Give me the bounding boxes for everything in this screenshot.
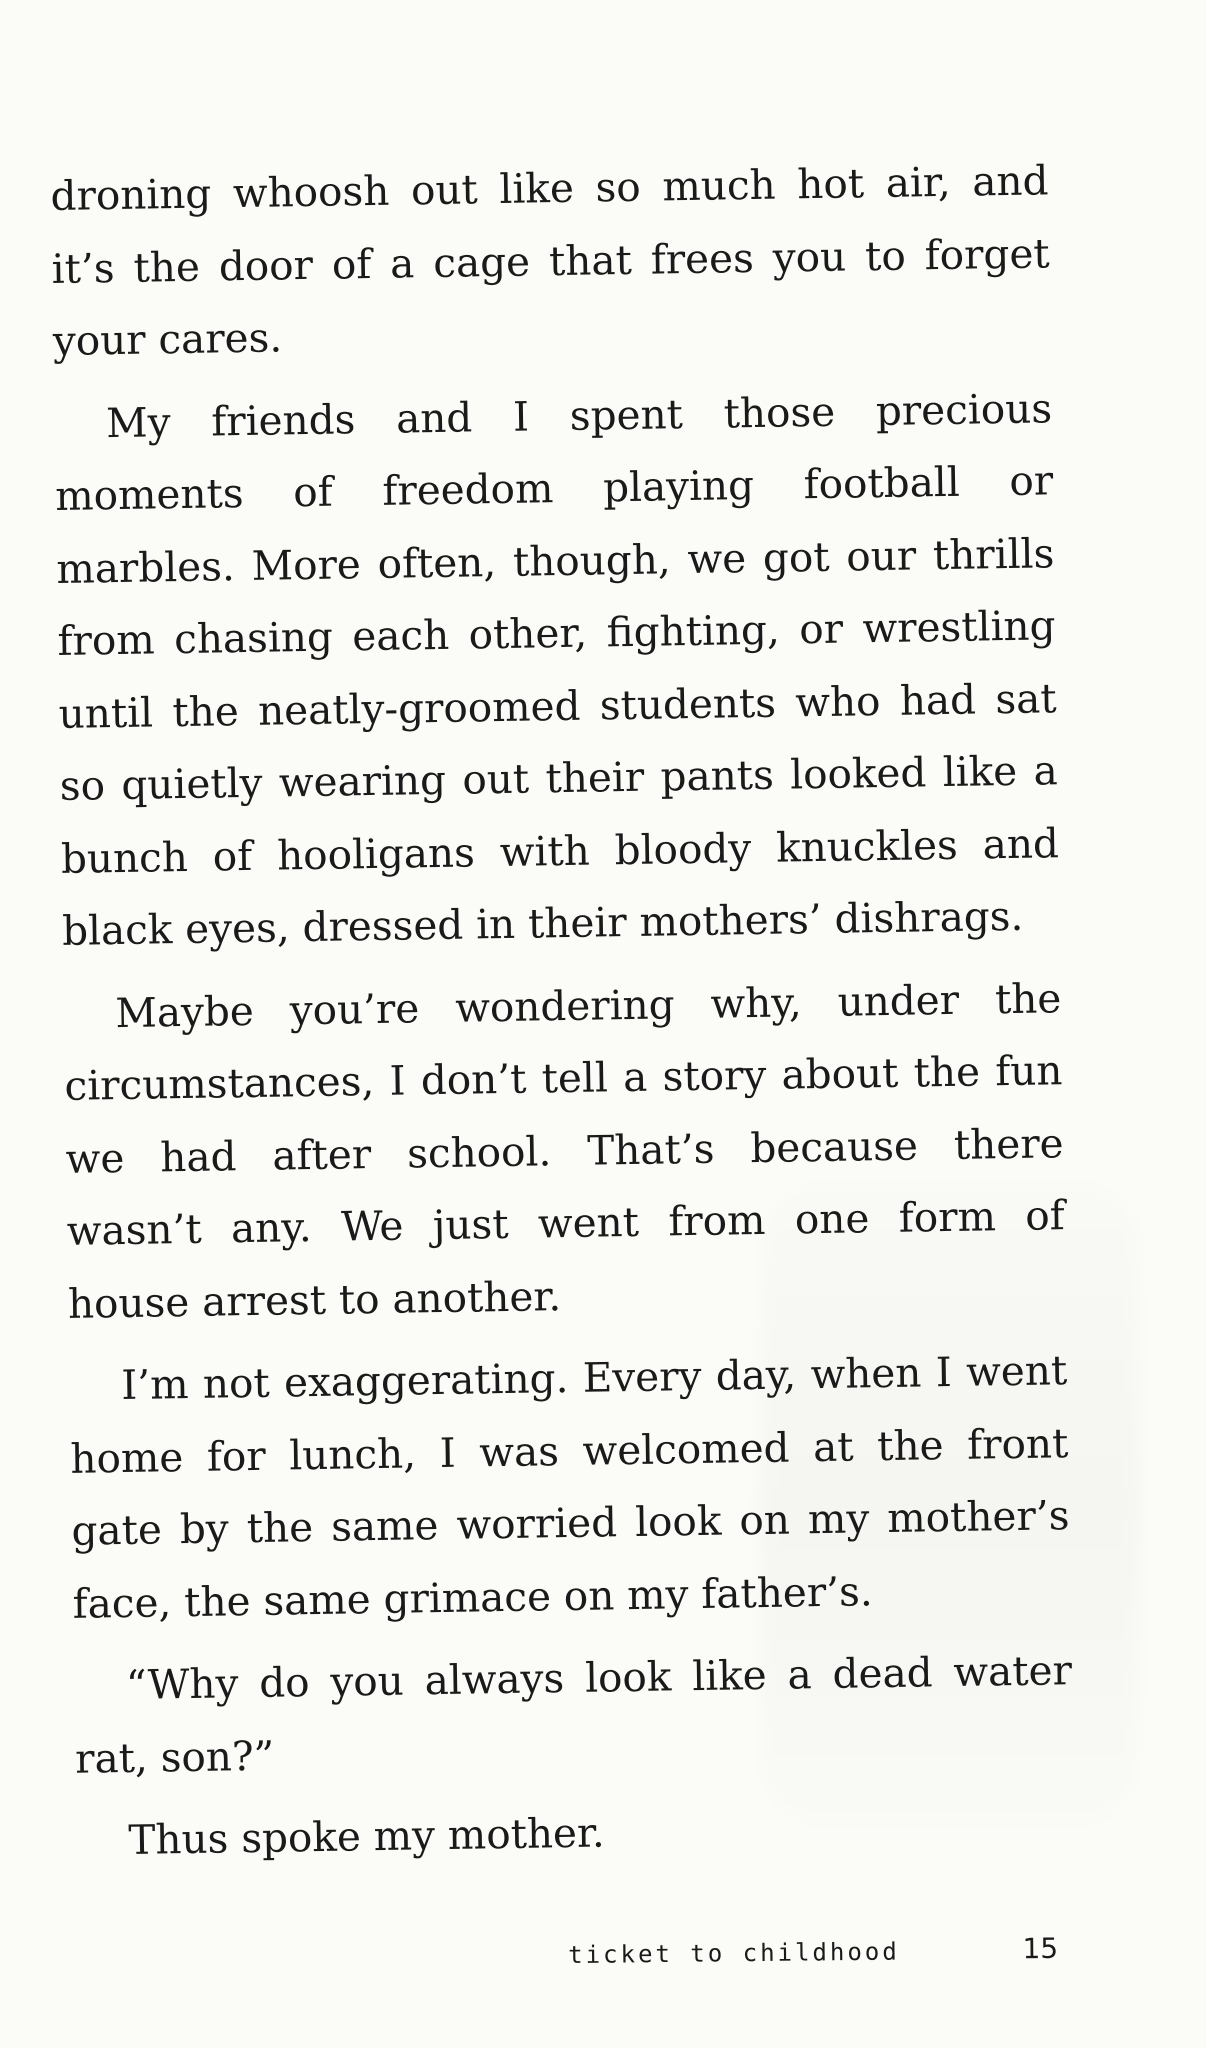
paragraph-lunch: I’m not exaggerating. Every day, when I went home for lunch, I was welcomed at the front gate by the same worried look on my mother’s face, the same grimace on my father’s.	[70, 1346, 1070, 1628]
running-head: ticket to childhood	[568, 1937, 900, 1969]
paragraph-after-school: Maybe you’re wondering why, under the circumstances, I don’t tell a story about the fun we had after school. That’s because there wasn’t any. We just went from one form of house arrest to another.	[64, 973, 1066, 1328]
body-text	[50, 144, 1075, 1877]
paragraph-continued: droning whoosh out like so much hot air, and it’s the door of a cage that frees you to forget your cares.	[50, 156, 1050, 365]
page-footer	[568, 1932, 1058, 1977]
dialogue-question: “Why do you always look like a dead water rat, son?”	[74, 1646, 1073, 1783]
paragraph-friends: My friends and I spent those precious moments of freedom playing football or marbles. More often, though, we got our thrills from chasing each other, fighting, or wrestling until the neatly-groomed students who had sat so quietly wearing out their pants looked like a bunch of hooligans with bloody knuckles and black eyes, dressed in their mothers’ dishrags.	[54, 383, 1060, 955]
page-number: 15	[1022, 1931, 1059, 1966]
paragraph-mother: Thus spoke my mother.	[128, 1808, 606, 1864]
